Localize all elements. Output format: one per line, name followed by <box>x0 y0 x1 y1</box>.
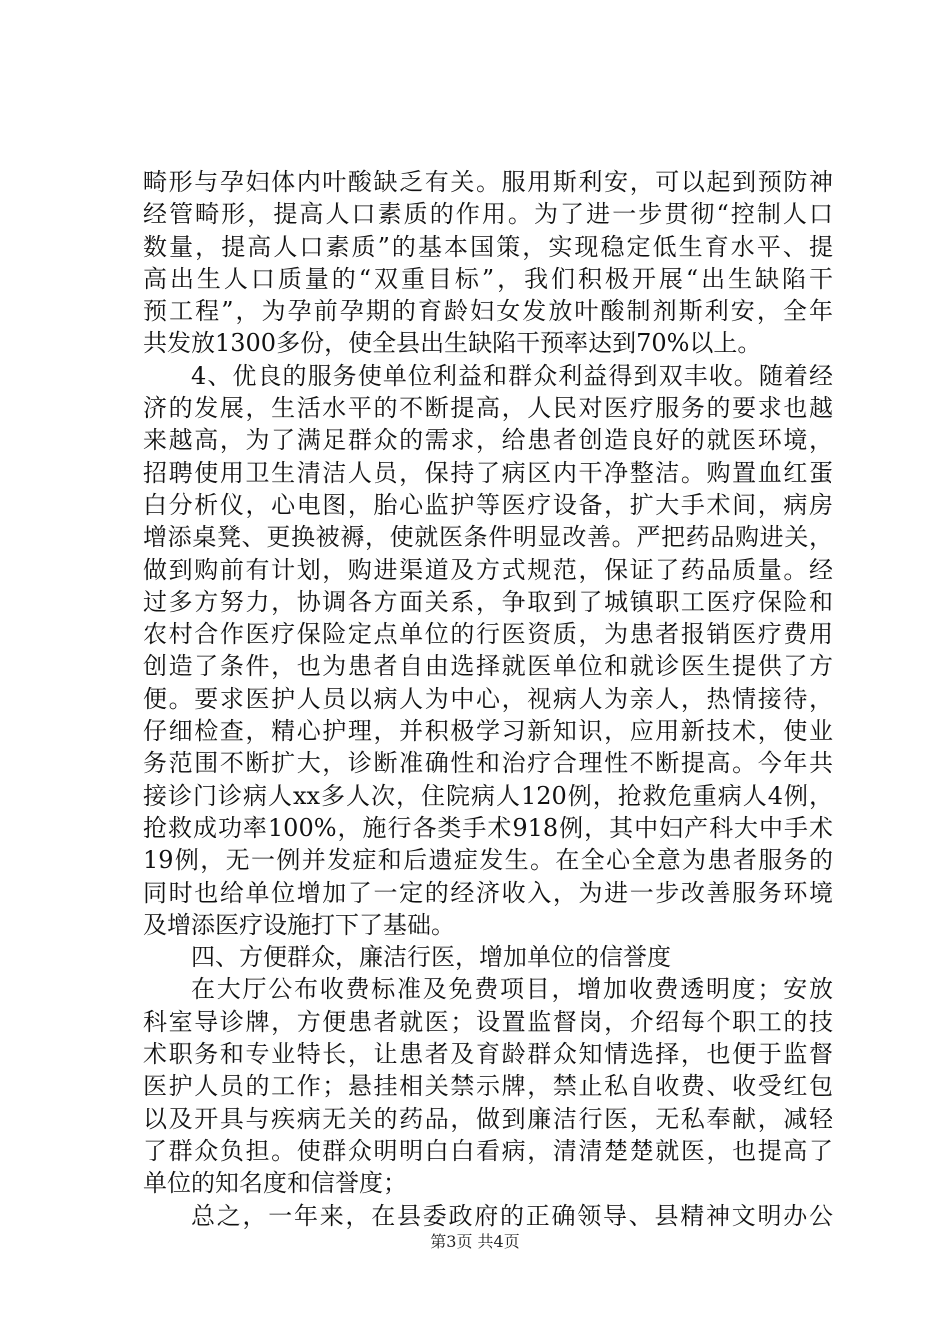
text-line: 科室导诊牌，方便患者就医；设置监督岗，介绍每个职工的技 <box>143 1007 833 1036</box>
text-line: 来越高，为了满足群众的需求，给患者创造良好的就医环境， <box>143 426 833 455</box>
text-line: 仔细检查，精心护理，并积极学习新知识，应用新技术，使业 <box>143 717 833 746</box>
text-line: 数量，提高人口素质”的基本国策，实现稳定低生育水平、提 <box>143 232 833 261</box>
text-line: 同时也给单位增加了一定的经济收入，为进一步改善服务环境 <box>143 878 833 907</box>
paragraph-start-line: 总之，一年来，在县委政府的正确领导、县精神文明办公 <box>191 1201 833 1230</box>
paragraph-start-line: 4、优良的服务使单位利益和群众利益得到双丰收。随着经 <box>191 361 833 390</box>
text-line: 做到购前有计划，购进渠道及方式规范，保证了药品质量。经 <box>143 555 833 584</box>
text-line: 经管畸形，提高人口素质的作用。为了进一步贯彻“控制人口 <box>143 200 833 229</box>
text-line: 术职务和专业特长，让患者及育龄群众知情选择，也便于监督 <box>143 1040 833 1069</box>
paragraph-start-line: 在大厅公布收费标准及免费项目，增加收费透明度；安放 <box>191 975 833 1004</box>
text-line: 及增添医疗设施打下了基础。 <box>143 910 455 939</box>
text-line: 19例，无一例并发症和后遗症发生。在全心全意为患者服务的 <box>143 846 833 875</box>
text-line: 了群众负担。使群众明明白白看病，清清楚楚就医，也提高了 <box>143 1136 833 1165</box>
page-footer: 第3页 共4页 <box>430 1232 520 1251</box>
text-line: 农村合作医疗保险定点单位的行医资质，为患者报销医疗费用 <box>143 620 833 649</box>
text-line: 接诊门诊病人xx多人次，住院病人120例，抢救危重病人4例， <box>143 781 833 810</box>
text-line: 过多方努力，协调各方面关系，争取到了城镇职工医疗保险和 <box>143 587 833 616</box>
text-line: 医护人员的工作；悬挂相关禁示牌，禁止私自收费、收受红包 <box>143 1072 833 1101</box>
text-line: 以及开具与疾病无关的药品，做到廉洁行医，无私奉献，减轻 <box>143 1104 833 1133</box>
text-line: 抢救成功率100%，施行各类手术918例，其中妇产科大中手术 <box>143 813 833 842</box>
text-line: 预工程”，为孕前孕期的育龄妇女发放叶酸制剂斯利安，全年 <box>143 297 833 326</box>
body-text <box>143 166 833 1232</box>
section-heading: 四、方便群众，廉洁行医，增加单位的信誉度 <box>191 943 671 972</box>
text-line: 单位的知名度和信誉度； <box>143 1169 407 1198</box>
text-line: 济的发展，生活水平的不断提高，人民对医疗服务的要求也越 <box>143 394 833 423</box>
text-line: 便。要求医护人员以病人为中心，视病人为亲人，热情接待， <box>143 684 833 713</box>
text-line: 创造了条件，也为患者自由选择就医单位和就诊医生提供了方 <box>143 652 833 681</box>
text-line: 招聘使用卫生清洁人员，保持了病区内干净整洁。购置血红蛋 <box>143 458 833 487</box>
text-line: 共发放1300多份，使全县出生缺陷干预率达到70%以上。 <box>143 329 762 358</box>
text-line: 务范围不断扩大，诊断准确性和治疗合理性不断提高。今年共 <box>143 749 833 778</box>
text-line: 增添桌凳、更换被褥，使就医条件明显改善。严把药品购进关， <box>143 523 833 552</box>
text-line: 高出生人口质量的“双重目标”，我们积极开展“出生缺陷干 <box>143 264 833 293</box>
text-line: 白分析仪，心电图，胎心监护等医疗设备，扩大手术间，病房 <box>143 490 833 519</box>
text-line: 畸形与孕妇体内叶酸缺乏有关。服用斯利安，可以起到预防神 <box>143 168 833 196</box>
